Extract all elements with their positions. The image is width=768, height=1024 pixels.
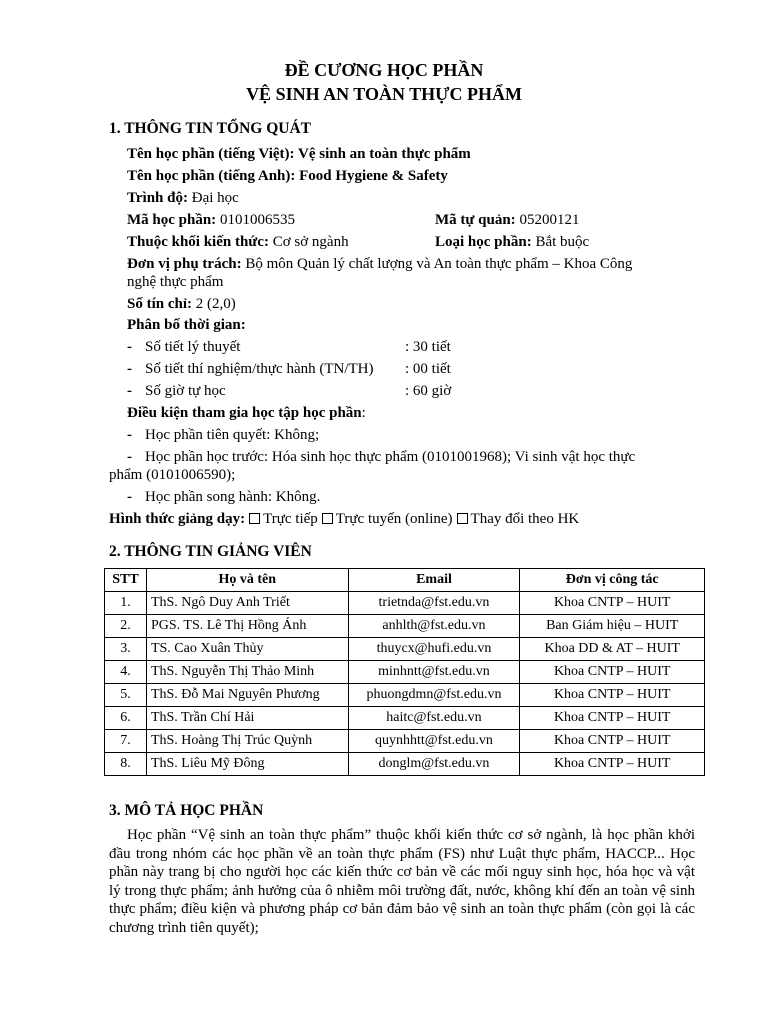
teaching-form (109, 511, 579, 528)
cell-unit: Khoa CNTP – HUIT (520, 707, 705, 730)
condition-text: Học phần tiên quyết: Không; (145, 427, 320, 443)
lecturer-table (104, 568, 705, 776)
cell-name: ThS. Trần Chí Hải (146, 707, 348, 730)
cell-email: phuongdmn@fst.edu.vn (348, 684, 520, 707)
cell-stt: 3. (105, 638, 147, 661)
credits-label: Số tín chỉ: (127, 296, 193, 312)
cell-stt: 1. (105, 592, 147, 615)
section-1-heading: 1. THÔNG TIN TỔNG QUÁT (109, 120, 311, 137)
responsible-unit-label: Đơn vị phụ trách: (127, 256, 242, 272)
cell-stt: 7. (105, 730, 147, 753)
course-type (435, 234, 589, 251)
cell-name: ThS. Đỗ Mai Nguyên Phương (146, 684, 348, 707)
cell-email: haitc@fst.edu.vn (348, 707, 520, 730)
conditions-label: Điều kiện tham gia học tập học phần (127, 405, 362, 421)
conditions-colon: : (361, 405, 366, 421)
cell-email: minhntt@fst.edu.vn (348, 661, 520, 684)
responsible-unit-value-2: nghệ thực phẩm (127, 274, 224, 290)
column-header: Họ và tên (146, 569, 348, 592)
cell-stt: 2. (105, 615, 147, 638)
section-2-heading: 2. THÔNG TIN GIẢNG VIÊN (109, 543, 312, 560)
time-item-value: : 30 tiết (405, 339, 451, 355)
cell-name: ThS. Hoàng Thị Trúc Quỳnh (146, 730, 348, 753)
level-label: Trình độ: (127, 190, 188, 206)
responsible-unit-value-1: Bộ môn Quản lý chất lượng và An toàn thực phẩm – Khoa Công (241, 256, 633, 272)
bullet-dash: - (127, 449, 132, 465)
course-name-vn-label: Tên học phần (tiếng Việt): (127, 146, 295, 162)
table-row (105, 592, 705, 615)
course-name-en-value: Food Hygiene & Safety (295, 168, 448, 184)
teaching-form-opt3: Thay đổi theo HK (470, 511, 580, 527)
time-item-value: : 00 tiết (405, 361, 451, 377)
course-name-en-label: Tên học phần (tiếng Anh): (127, 168, 296, 184)
cell-name: TS. Cao Xuân Thủy (146, 638, 348, 661)
bullet-dash: - (127, 339, 132, 355)
table-row (105, 661, 705, 684)
course-code (127, 212, 295, 229)
time-item-label: Số tiết lý thuyết (145, 339, 241, 355)
column-header: Email (348, 569, 520, 592)
conditions-heading (127, 405, 366, 422)
self-code-label: Mã tự quản: (435, 212, 516, 228)
column-header: Đơn vị công tác (520, 569, 705, 592)
knowledge-block-label: Thuộc khối kiến thức: (127, 234, 269, 250)
cell-stt: 5. (105, 684, 147, 707)
self-code (435, 212, 579, 229)
time-item-value: : 60 giờ (405, 383, 452, 399)
condition-text: Học phần học trước: Hóa sinh học thực phẩm (0101001968); Vi sinh vật học thực (145, 449, 636, 465)
knowledge-block-value: Cơ sở ngành (268, 234, 349, 250)
bullet-dash: - (127, 383, 132, 399)
bullet-dash: - (127, 427, 132, 443)
cell-unit: Khoa CNTP – HUIT (520, 753, 705, 776)
time-allocation-label: Phân bố thời gian: (127, 317, 246, 333)
teaching-form-opt1: Trực tiếp (263, 511, 318, 527)
responsible-unit (127, 256, 632, 273)
course-name-en (127, 168, 448, 185)
cell-unit: Khoa DD & AT – HUIT (520, 638, 705, 661)
cell-stt: 6. (105, 707, 147, 730)
column-header: STT (105, 569, 147, 592)
checkbox-icon[interactable] (457, 513, 468, 524)
course-type-label: Loại học phần: (435, 234, 532, 250)
cell-name: ThS. Nguyễn Thị Thảo Minh (146, 661, 348, 684)
cell-unit: Khoa CNTP – HUIT (520, 661, 705, 684)
cell-stt: 8. (105, 753, 147, 776)
table-header-row (105, 569, 705, 592)
table-row (105, 638, 705, 661)
cell-name: PGS. TS. Lê Thị Hồng Ánh (146, 615, 348, 638)
course-name-vn-value: Vệ sinh an toàn thực phẩm (294, 146, 471, 162)
cell-email: thuycx@hufi.edu.vn (348, 638, 520, 661)
bullet-dash: - (127, 489, 132, 505)
credits-value: 2 (2,0) (192, 296, 236, 312)
course-description: Học phần “Vệ sinh an toàn thực phẩm” thuộc khối kiến thức cơ sở ngành, là học phần khởi đầu trong nhóm các học phần về an toàn thực phẩm (FS) như Luật thực phẩm, HACCP... Học phần này trang bị cho người học các kiến thức cơ bản về các mối nguy sinh học, hóa học và vật lý trong thực phẩm; ảnh hưởng của ô nhiễm môi trường đất, nước, không khí đến an toàn vệ sinh thực phẩm; điều kiện và phương pháp cơ bản đảm bảo vệ sinh an toàn thực phẩm (còn gọi là các chương trình tiên quyết); (109, 827, 695, 936)
teaching-form-label: Hình thức giảng dạy: (109, 511, 246, 527)
checkbox-icon[interactable] (249, 513, 260, 524)
time-item-label: Số tiết thí nghiệm/thực hành (TN/TH) (145, 361, 374, 377)
cell-unit: Khoa CNTP – HUIT (520, 730, 705, 753)
course-code-value: 0101006535 (216, 212, 295, 228)
doc-title-line1: ĐỀ CƯƠNG HỌC PHẦN (284, 60, 484, 80)
knowledge-block (127, 234, 349, 251)
cell-email: anhlth@fst.edu.vn (348, 615, 520, 638)
credits (127, 296, 236, 313)
level-value: Đại học (188, 190, 239, 206)
cell-name: ThS. Ngô Duy Anh Triết (146, 592, 348, 615)
cell-name: ThS. Liêu Mỹ Đông (146, 753, 348, 776)
table-row (105, 707, 705, 730)
cell-unit: Khoa CNTP – HUIT (520, 592, 705, 615)
level (127, 190, 239, 207)
section-3-heading: 3. MÔ TẢ HỌC PHẦN (109, 802, 264, 819)
table-row (105, 730, 705, 753)
cell-email: donglm@fst.edu.vn (348, 753, 520, 776)
time-item-label: Số giờ tự học (145, 383, 226, 399)
condition-text: Học phần song hành: Không. (145, 489, 321, 505)
checkbox-icon[interactable] (322, 513, 333, 524)
cell-email: quynhhtt@fst.edu.vn (348, 730, 520, 753)
teaching-form-opt2: Trực tuyến (online) (335, 511, 453, 527)
condition-text-cont: phẩm (0101006590); (109, 467, 236, 483)
course-type-value: Bắt buộc (531, 234, 590, 250)
table-row (105, 615, 705, 638)
cell-email: trietnda@fst.edu.vn (348, 592, 520, 615)
table-row (105, 753, 705, 776)
table-row (105, 684, 705, 707)
self-code-value: 05200121 (515, 212, 580, 228)
bullet-dash: - (127, 361, 132, 377)
course-code-label: Mã học phần: (127, 212, 217, 228)
cell-stt: 4. (105, 661, 147, 684)
doc-title-line2: VỆ SINH AN TOÀN THỰC PHẨM (246, 84, 522, 104)
cell-unit: Ban Giám hiệu – HUIT (520, 615, 705, 638)
course-name-vn (127, 146, 471, 163)
cell-unit: Khoa CNTP – HUIT (520, 684, 705, 707)
